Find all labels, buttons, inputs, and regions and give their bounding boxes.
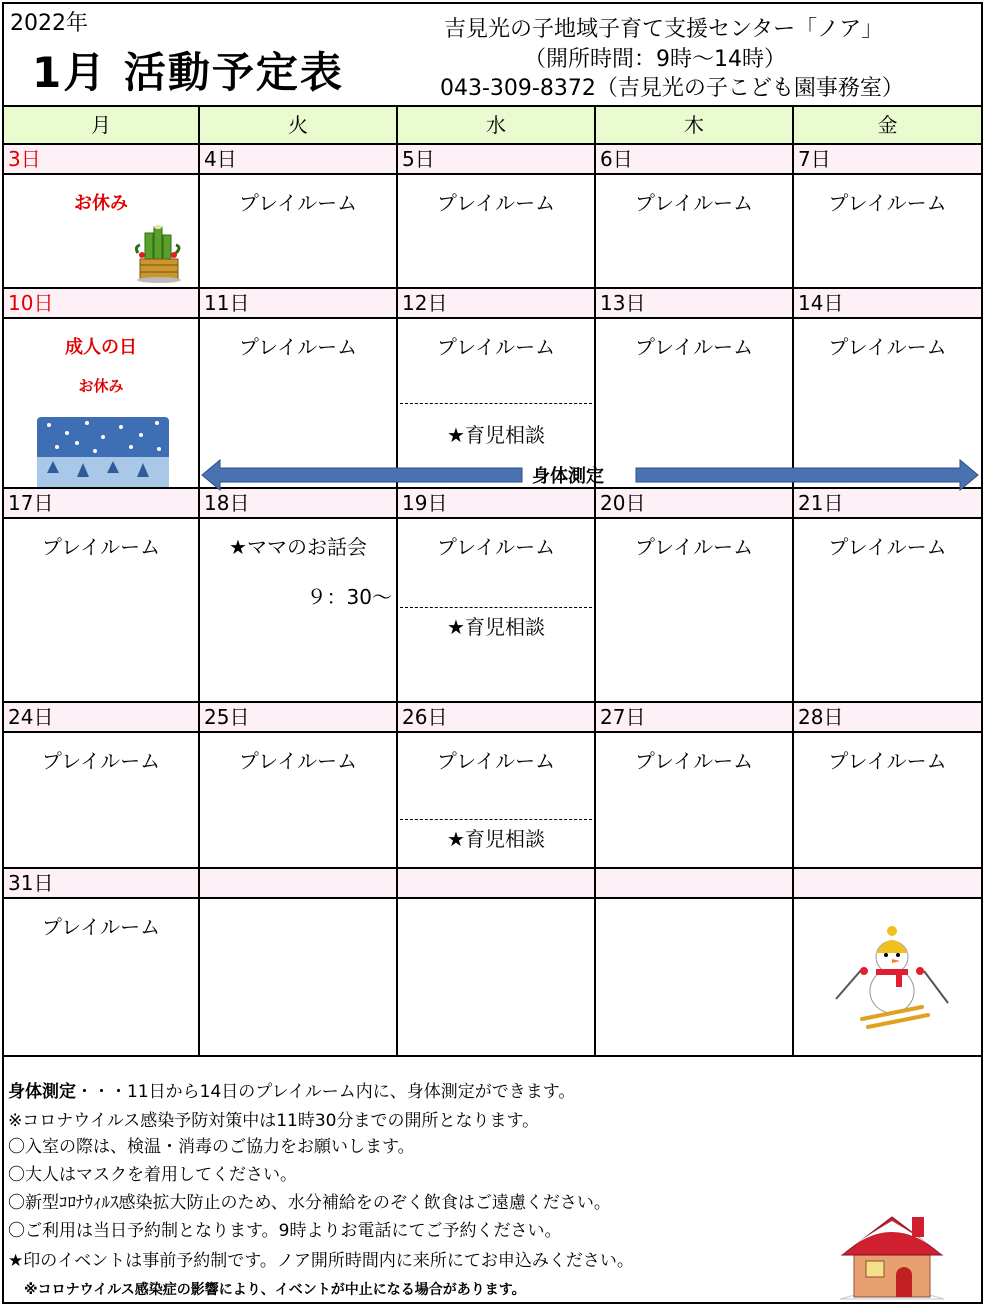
activity-cell [4,733,200,867]
activity-cell [4,175,200,287]
page-title: 1月 活動予定表 [32,48,344,97]
consult-label: ★育児相談 [447,615,545,639]
date-cell: 28日 [798,705,844,729]
activity-label: プレイルーム [828,535,947,559]
activity-label: プレイルーム [634,535,754,559]
consult-label: ★育児相談 [447,827,545,851]
activity-cell [200,519,398,701]
note-line: ※コロナウイルス感染予防対策中は11時30分までの開所となります。 [8,1111,540,1131]
activity-cell [596,733,794,867]
event-label: ★ママのお話会 [229,535,367,559]
header [4,4,981,107]
activity-label: プレイルーム [41,749,161,773]
phone-number: 043-309-8372（吉見光の子こども園事務室） [440,76,904,101]
date-cell: 19日 [398,489,596,517]
notes-section [4,1075,981,1305]
activity-label: プレイルーム [238,335,358,359]
date-cell [794,869,981,897]
note-line: 〇大人はマスクを着用してください。 [8,1165,297,1185]
year: 2022年 [10,11,88,36]
snowy-house-icon [832,1203,952,1303]
week5-dates [4,869,981,899]
activity-label: プレイルーム [436,191,556,215]
weekday-header [4,107,981,145]
note-measure-text: ・・・11日から14日のプレイルーム内に、身体測定ができます。 [76,1082,576,1102]
measurement-label: 身体測定 [532,466,604,487]
activity-cell [4,519,200,701]
note-measure [8,1077,575,1102]
calendar-frame [2,2,983,1304]
holiday-name: 成人の日 [65,337,137,358]
activity-cell [4,899,200,1055]
date-cell: 18日 [200,489,398,517]
activity-cell [398,175,596,287]
activity-label: プレイルーム [436,749,556,773]
weekday-fri: 金 [877,113,898,137]
activity-cell [794,733,981,867]
holiday-label: お休み [78,377,124,395]
week1-activities [4,175,981,289]
activity-cell [794,519,981,701]
divider [400,819,592,820]
center-name: 吉見光の子地域子育て支援センター「ノア」 [444,17,884,42]
week3-activities [4,519,981,703]
week2-dates [4,289,981,319]
activity-cell [398,899,596,1055]
activity-label: プレイルーム [634,749,754,773]
calendar-grid [4,107,981,1057]
activity-cell [596,175,794,287]
activity-cell [794,899,981,1055]
date-cell: 27日 [596,703,794,731]
note-line: 〇新型ｺﾛﾅｳｨﾙｽ感染拡大防止のため、水分補給をのぞく飲食はご遠慮ください。 [8,1193,611,1213]
week4-dates [4,703,981,733]
kadomatsu-icon [132,219,192,283]
activity-label: プレイルーム [238,191,358,215]
date-cell: 7日 [798,147,831,171]
activity-cell [200,175,398,287]
opening-hours: （開所時間：9時～14時） [524,47,786,72]
snow-scene-icon [37,417,169,487]
weekday-mon: 月 [4,107,200,143]
date-cell: 31日 [4,869,200,897]
date-cell: 20日 [596,489,794,517]
consult-label: ★育児相談 [447,423,545,447]
divider [400,607,592,608]
date-cell: 3日 [4,145,200,173]
date-cell: 13日 [596,289,794,317]
date-cell [398,869,596,897]
date-cell: 14日 [798,291,844,315]
weekday-wed: 水 [398,107,596,143]
activity-cell [794,175,981,287]
week1-dates [4,145,981,175]
activity-label: プレイルーム [238,749,358,773]
activity-cell [398,733,596,867]
date-cell: 24日 [4,703,200,731]
note-line: ★印のイベントは事前予約制です。ノア開所時間内に来所にてお申込みください。 [8,1251,634,1271]
date-cell: 26日 [398,703,596,731]
event-time: ９：30～ [306,585,392,609]
activity-cell [4,319,200,487]
date-cell: 4日 [200,145,398,173]
date-cell: 5日 [398,145,596,173]
activity-cell [398,519,596,701]
snowman-skier-icon [832,923,952,1033]
activity-cell [200,899,398,1055]
week5-activities [4,899,981,1057]
activity-cell [200,733,398,867]
note-line: 〇入室の際は、検温・消毒のご協力をお願いします。 [8,1137,415,1157]
note-warning: ※コロナウイルス感染症の影響により、イベントが中止になる場合があります。 [24,1282,526,1298]
divider [400,403,592,404]
activity-label: プレイルーム [634,335,754,359]
activity-label: プレイルーム [828,191,947,215]
date-cell: 11日 [200,289,398,317]
holiday-label: お休み [74,193,128,214]
date-cell: 21日 [798,491,844,515]
activity-cell [596,899,794,1055]
date-cell [596,869,794,897]
note-line: 〇ご利用は当日予約制となります。9時よりお電話にてご予約ください。 [8,1221,562,1241]
activity-cell [596,519,794,701]
activity-label: プレイルーム [41,915,161,939]
date-cell: 10日 [4,289,200,317]
date-cell [200,869,398,897]
activity-label: プレイルーム [828,749,947,773]
activity-label: プレイルーム [41,535,161,559]
activity-label: プレイルーム [436,335,556,359]
week4-activities [4,733,981,869]
date-cell: 17日 [4,489,200,517]
activity-label: プレイルーム [634,191,754,215]
date-cell: 6日 [596,145,794,173]
date-cell: 25日 [200,703,398,731]
weekday-tue: 火 [200,107,398,143]
activity-label: プレイルーム [436,535,556,559]
weekday-thu: 木 [596,107,794,143]
activity-label: プレイルーム [828,335,947,359]
date-cell: 12日 [398,289,596,317]
note-measure-title: 身体測定 [8,1082,76,1102]
